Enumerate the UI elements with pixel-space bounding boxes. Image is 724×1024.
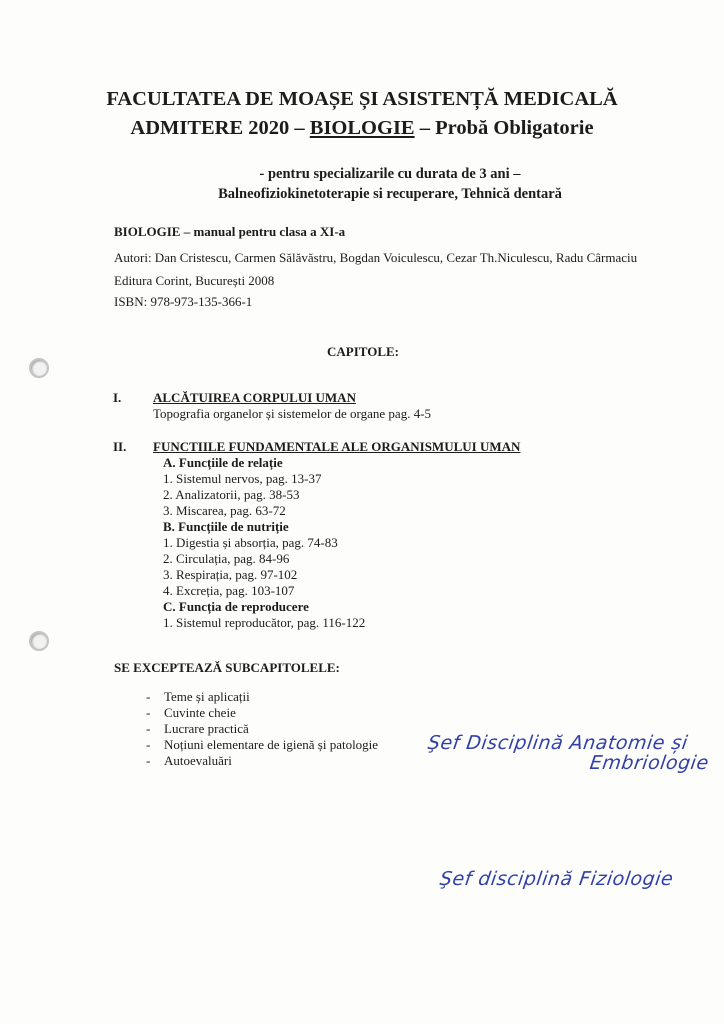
punch-hole xyxy=(29,631,49,651)
exception-item: Autoevaluări xyxy=(164,753,232,768)
exception-item: Teme și aplicații xyxy=(164,689,250,704)
chapter-number: II. xyxy=(113,439,127,454)
exam-title-suffix: – Probă Obligatorie xyxy=(414,117,594,139)
subchapter-item: 4. Excreția, pag. 103-107 xyxy=(163,583,295,598)
subchapter-item: 3. Miscarea, pag. 63-72 xyxy=(163,503,286,518)
chapters-heading: CAPITOLE: xyxy=(327,344,399,359)
subchapter-heading: B. Funcțiile de nutriție xyxy=(163,519,289,534)
list-bullet: - xyxy=(146,737,151,752)
subchapter-item: 1. Digestia și absorția, pag. 74-83 xyxy=(163,535,338,550)
book-title: BIOLOGIE – manual pentru clasa a XI-a xyxy=(114,224,346,239)
chapter-title: ALCĂTUIREA CORPULUI UMAN xyxy=(153,390,356,405)
subchapter-item: 3. Respirația, pag. 97-102 xyxy=(163,567,298,582)
chapter-title: FUNCTIILE FUNDAMENTALE ALE ORGANISMULUI UMAN xyxy=(153,439,521,454)
list-bullet: - xyxy=(146,689,151,704)
list-bullet: - xyxy=(146,721,151,736)
exception-item: Noțiuni elementare de igienă și patologie xyxy=(164,737,379,752)
faculty-title: FACULTATEA DE MOAȘE ȘI ASISTENȚĂ MEDICALĂ xyxy=(106,88,618,110)
subchapter-heading: A. Funcțiile de relație xyxy=(163,455,283,470)
subchapter-item: 2. Analizatorii, pag. 38-53 xyxy=(163,487,300,502)
exam-title xyxy=(0,117,724,140)
exceptions-heading: SE EXCEPTEAZĂ SUBCAPITOLELE: xyxy=(114,660,340,675)
exception-item: Cuvinte cheie xyxy=(164,705,236,720)
chapter-number: I. xyxy=(113,390,122,405)
handwritten-signature: Şef disciplină Fiziologie xyxy=(438,868,675,890)
subchapter-item: 1. Sistemul reproducător, pag. 116-122 xyxy=(163,615,366,630)
exam-title-prefix: ADMITERE 2020 – xyxy=(130,117,310,139)
specialization-list: Balneofiziokinetoterapie si recuperare, Tehnică dentară xyxy=(218,186,562,202)
list-bullet: - xyxy=(146,705,151,720)
exception-item: Lucrare practică xyxy=(164,721,249,736)
specialization-note: - pentru specializarile cu durata de 3 ani – xyxy=(259,166,521,182)
handwritten-signature: Embriologie xyxy=(588,752,711,774)
subchapter-heading: C. Funcția de reproducere xyxy=(163,599,309,614)
book-authors: Autori: Dan Cristescu, Carmen Sălăvăstru, Bogdan Voiculescu, Cezar Th.Niculescu, Radu Cârmaciu xyxy=(114,250,638,265)
book-isbn: ISBN: 978-973-135-366-1 xyxy=(114,294,253,309)
book-publisher: Editura Corint, București 2008 xyxy=(114,273,275,288)
subchapter-item: 2. Circulația, pag. 84-96 xyxy=(163,551,290,566)
exam-subject: BIOLOGIE xyxy=(309,117,415,139)
punch-hole xyxy=(29,358,49,378)
subchapter-item: 1. Sistemul nervos, pag. 13-37 xyxy=(163,471,322,486)
list-bullet: - xyxy=(146,753,151,768)
chapter-text: Topografia organelor și sistemelor de organe pag. 4-5 xyxy=(153,406,432,421)
handwritten-signature: Şef Disciplină Anatomie și xyxy=(426,732,690,754)
